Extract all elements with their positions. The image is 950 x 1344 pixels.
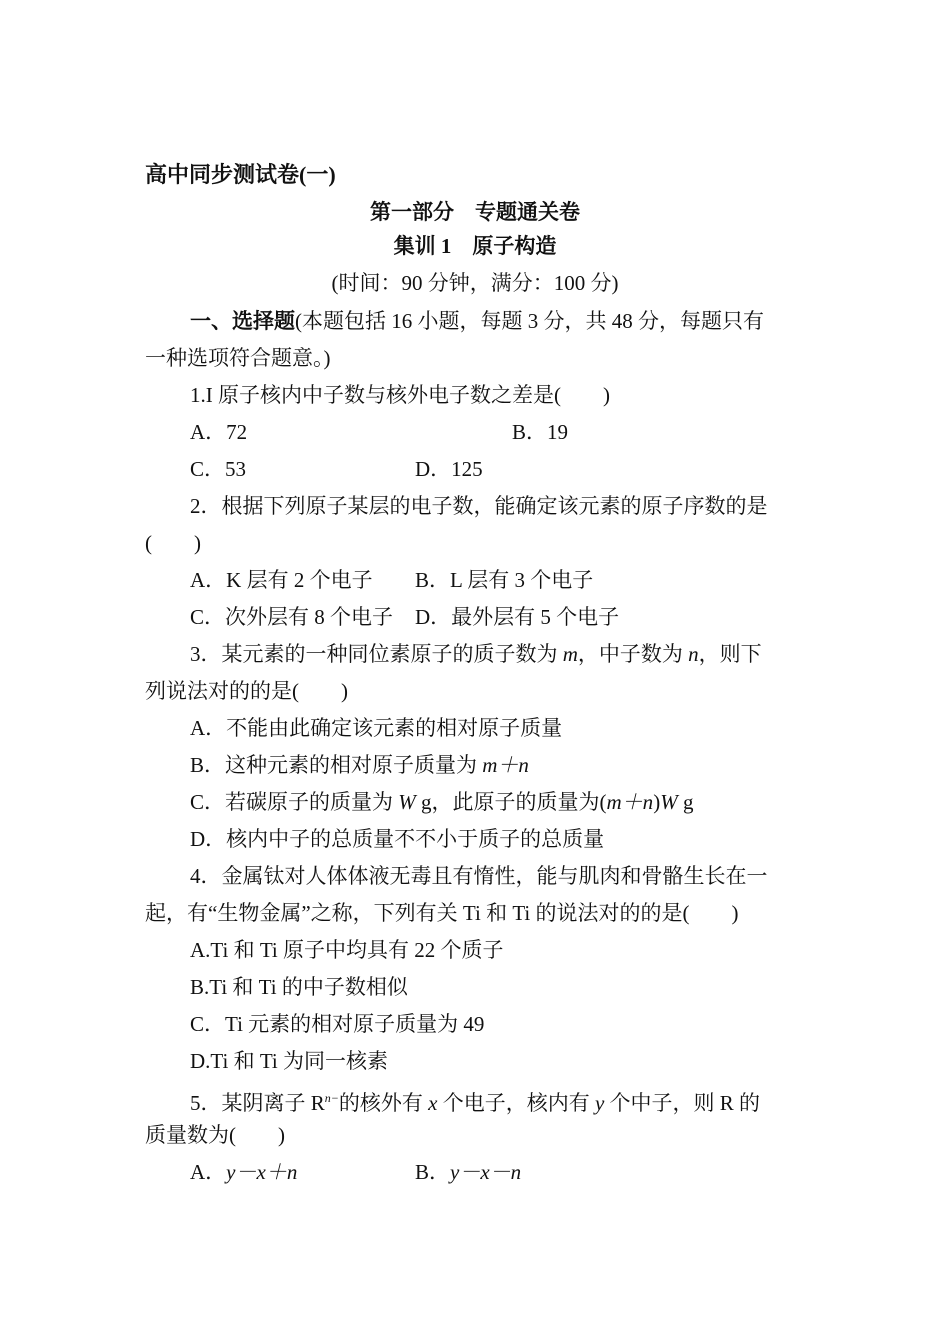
q1-option-b: B．19: [512, 420, 569, 444]
q5-var-x: x: [428, 1091, 438, 1115]
q5-option-a-expr: y－x＋n: [226, 1160, 298, 1184]
q5-stem: [190, 1083, 760, 1118]
q3-option-c-text: C．若碳原子的质量为: [190, 790, 399, 814]
q2-option-d: D．最外层有 5 个电子: [415, 605, 620, 629]
section-intro-cont: 一种选项符合题意。): [145, 346, 331, 370]
q3-option-a: A．不能由此确定该元素的相对原子质量: [190, 716, 563, 740]
q3-option-b-expr: m＋n: [482, 753, 529, 777]
q5-stem-text: 个中子，则 R 的: [604, 1091, 761, 1115]
q3-stem-text: ，中子数为: [577, 642, 689, 666]
q5-charge-sup: [325, 1091, 339, 1105]
q3-stem-cont: 列说法对的的是( ): [145, 679, 348, 703]
unit-heading: 集训 1 原子构造: [393, 234, 557, 258]
q5-option-a: [190, 1157, 297, 1187]
q2-stem: 2．根据下列原子某层的电子数，能确定该元素的原子序数的是: [190, 494, 768, 518]
q3-option-d: D．核内中子的总质量不不小于质子的总质量: [190, 827, 605, 851]
q1-option-c: C．53: [190, 457, 247, 481]
q5-stem-cont: 质量数为( ): [145, 1123, 285, 1147]
q1-stem: 1.I 原子核内中子数与核外电子数之差是( ): [190, 383, 610, 407]
q3-stem-text: 3．某元素的一种同位素原子的质子数为: [190, 642, 563, 666]
q3-option-c-text: ): [653, 790, 661, 814]
q3-option-c: [190, 787, 693, 817]
q5-option-b: [415, 1157, 521, 1187]
part-heading: 第一部分 专题通关卷: [370, 200, 580, 224]
q4-stem: 4．金属钛对人体体液无毒且有惰性，能与肌肉和骨骼生长在一: [190, 864, 768, 888]
section-intro-text: (本题包括 16 小题，每题 3 分，共 48 分，每题只有: [295, 309, 764, 333]
q5-option-a-label: A．: [190, 1160, 227, 1184]
q5-option-b-expr: y－x－n: [450, 1160, 522, 1184]
q4-option-d: D.Ti 和 Ti 为同一核素: [190, 1049, 389, 1073]
q3-stem: [190, 639, 762, 669]
time-info: (时间：90 分钟，满分：100 分): [331, 271, 619, 295]
q3-var-w: W: [398, 790, 416, 814]
q3-var-n: n: [688, 642, 699, 666]
q5-charge-text: n−: [324, 1091, 339, 1105]
q3-var-w: W: [660, 790, 678, 814]
q3-var-m: m: [562, 642, 578, 666]
document-title: 高中同步测试卷(一): [145, 162, 336, 187]
q2-option-c: C．次外层有 8 个电子: [190, 605, 394, 629]
q3-option-b-text: B．这种元素的相对原子质量为: [190, 753, 483, 777]
q3-option-c-expr: m＋n: [606, 790, 654, 814]
section-heading: 一、选择题: [190, 309, 295, 333]
q2-option-b: B．L 层有 3 个电子: [415, 568, 594, 592]
q5-stem-text: 的核外有: [338, 1091, 429, 1115]
q5-stem-text: 个电子，核内有: [437, 1091, 595, 1115]
q4-option-b: B.Ti 和 Ti 的中子数相似: [190, 975, 408, 999]
q3-option-b: [190, 750, 529, 780]
q3-stem-text: ，则下: [698, 642, 762, 666]
q4-option-a: A.Ti 和 Ti 原子中均具有 22 个质子: [190, 938, 504, 962]
section-intro: [190, 306, 764, 336]
q2-stem-cont: ( ): [145, 531, 201, 555]
q5-var-y: y: [594, 1091, 605, 1115]
q1-option-a: A．72: [190, 420, 248, 444]
q4-stem-cont: 起，有“生物金属”之称，下列有关 Ti 和 Ti 的说法对的的是( ): [145, 901, 739, 925]
q3-option-c-text: g，此原子的质量为(: [415, 790, 607, 814]
q5-stem-text: 5．某阴离子 R: [190, 1091, 325, 1115]
q5-option-b-label: B．: [415, 1160, 451, 1184]
q4-option-c: C．Ti 元素的相对原子质量为 49: [190, 1012, 485, 1036]
q1-option-d: D．125: [415, 457, 483, 481]
q2-option-a: A．K 层有 2 个电子: [190, 568, 373, 592]
q3-option-c-text: g: [677, 790, 694, 814]
